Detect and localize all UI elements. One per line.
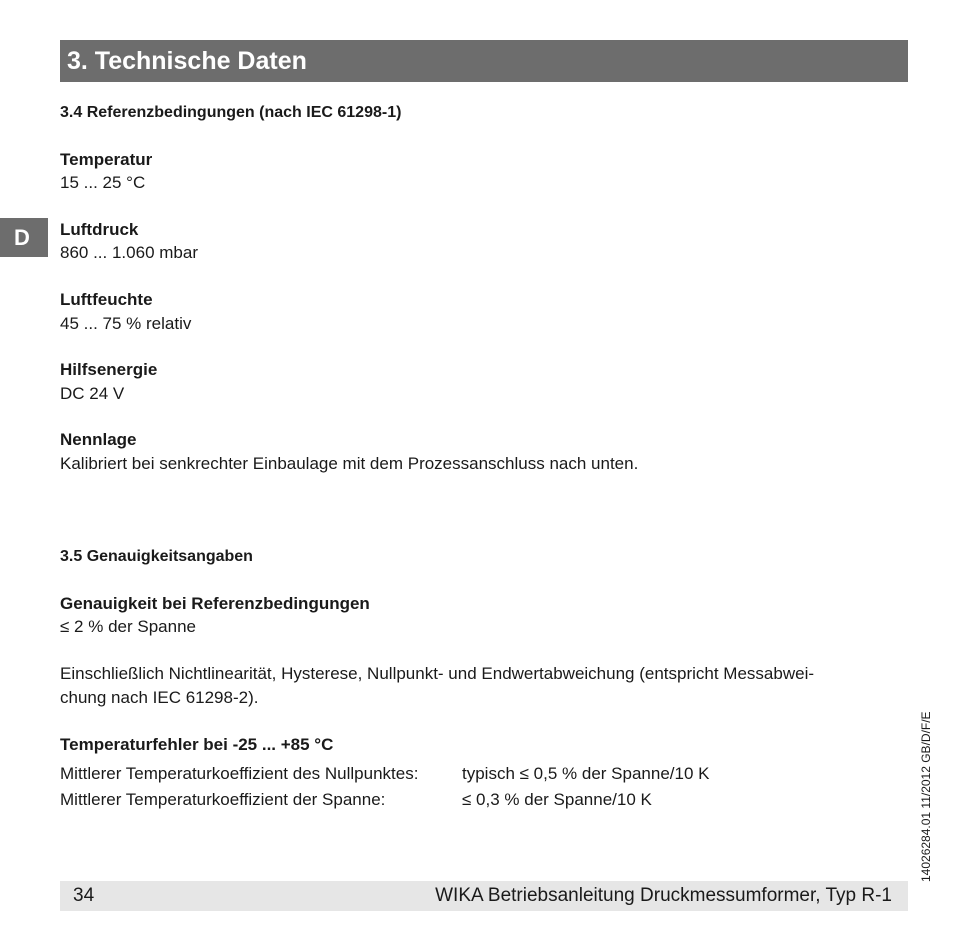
label-luftfeuchte: Luftfeuchte bbox=[60, 290, 153, 309]
label-nennlage: Nennlage bbox=[60, 430, 137, 449]
row-value-spanne: ≤ 0,3 % der Spanne/10 K bbox=[462, 790, 652, 809]
section-heading-3-5: 3.5 Genauigkeitsangaben bbox=[60, 548, 253, 565]
row-value-nullpunkt: typisch ≤ 0,5 % der Spanne/10 K bbox=[462, 764, 710, 783]
label-genauigkeit: Genauigkeit bei Referenzbedingungen bbox=[60, 594, 370, 613]
label-luftdruck: Luftdruck bbox=[60, 220, 139, 239]
value-luftfeuchte: 45 ... 75 % relativ bbox=[60, 314, 192, 333]
document-code: 14026284.01 11/2012 GB/D/F/E bbox=[919, 711, 933, 882]
footer bbox=[60, 881, 908, 911]
value-nennlage: Kalibriert bei senkrechter Einbaulage mit dem Prozessanschluss nach unten. bbox=[60, 454, 639, 473]
page-number: 34 bbox=[73, 885, 95, 906]
value-hilfsenergie: DC 24 V bbox=[60, 384, 125, 403]
row-label-spanne: Mittlerer Temperaturkoeffizient der Spanne: bbox=[60, 790, 386, 809]
value-temperatur: 15 ... 25 °C bbox=[60, 173, 146, 192]
label-temperatur: Temperatur bbox=[60, 150, 153, 169]
section-heading-3-4: 3.4 Referenzbedingungen (nach IEC 61298-1) bbox=[60, 104, 402, 121]
row-label-nullpunkt: Mittlerer Temperaturkoeffizient des Nullpunktes: bbox=[60, 764, 419, 783]
language-tab: D bbox=[0, 218, 48, 257]
value-luftdruck: 860 ... 1.060 mbar bbox=[60, 243, 198, 262]
label-temperaturfehler: Temperaturfehler bei -25 ... +85 °C bbox=[60, 735, 334, 754]
value-genauigkeit: ≤ 2 % der Spanne bbox=[60, 617, 196, 636]
note-line-2: chung nach IEC 61298-2). bbox=[60, 688, 259, 707]
chapter-title: 3. Technische Daten bbox=[60, 40, 908, 82]
label-hilfsenergie: Hilfsenergie bbox=[60, 360, 158, 379]
footer-title: WIKA Betriebsanleitung Druckmessumformer, Typ R-1 bbox=[435, 885, 892, 906]
note-line-1: Einschließlich Nichtlinearität, Hysterese, Nullpunkt- und Endwertabweichung (entspricht Messabwei- bbox=[60, 664, 815, 683]
